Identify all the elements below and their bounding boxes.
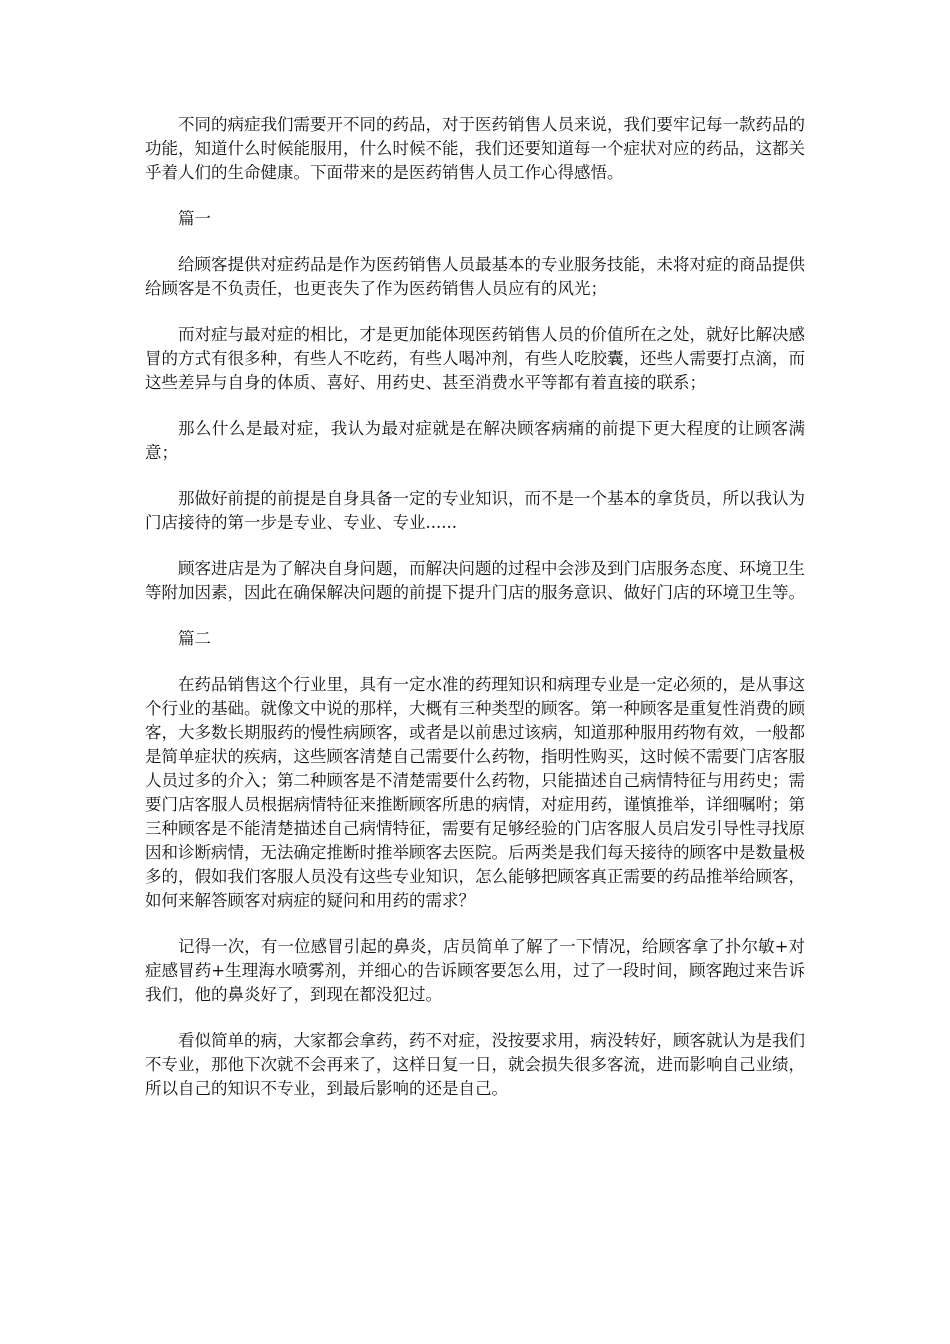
section-heading-two: 篇二 xyxy=(178,629,211,648)
paragraph: 那做好前提的前提是自身具备一定的专业知识，而不是一个基本的拿货员，所以我认为门店接待的第一步是专业、专业、专业...... xyxy=(145,489,805,532)
paragraph: 那么什么是最对症，我认为最对症就是在解决顾客病痛的前提下更大程度的让顾客满意； xyxy=(145,419,805,462)
paragraph: 给顾客提供对症药品是作为医药销售人员最基本的专业服务技能，未将对症的商品提供给顾客是不负责任，也更丧失了作为医药销售人员应有的风光； xyxy=(145,255,805,298)
document-body xyxy=(145,113,805,1123)
section-heading-one: 篇一 xyxy=(178,209,211,228)
intro-paragraph: 不同的病症我们需要开不同的药品，对于医药销售人员来说，我们要牢记每一款药品的功能，知道什么时候能服用，什么时候不能，我们还要知道每一个症状对应的药品，这都关乎着人们的生命健康。下面带来的是医药销售人员工作心得感悟。 xyxy=(145,115,805,182)
paragraph: 看似简单的病，大家都会拿药，药不对症，没按要求用，病没转好，顾客就认为是我们不专业，那他下次就不会再来了，这样日复一日，就会损失很多客流，进而影响自己业绩，所以自己的知识不专业，到最后影响的还是自己。 xyxy=(145,1031,805,1098)
paragraph: 在药品销售这个行业里，具有一定水准的药理知识和病理专业是一定必须的，是从事这个行业的基础。就像文中说的那样，大概有三种类型的顾客。第一种顾客是重复性消费的顾客，大多数长期服药的慢性病顾客，或者是以前患过该病，知道那种服用药物有效，一般都是简单症状的疾病，这些顾客清楚自己需要什么药物，指明性购买，这时候不需要门店客服人员过多的介入；第二种顾客是不清楚需要什么药物，只能描述自己病情特征与用药史；需要门店客服人员根据病情特征来推断顾客所患的病情，对症用药，谨慎推举，详细嘱咐；第三种顾客是不能清楚描述自己病情特征，需要有足够经验的门店客服人员启发引导性寻找原因和诊断病情，无法确定推断时推举顾客去医院。后两类是我们每天接待的顾客中是数量极多的，假如我们客服人员没有这些专业知识，怎么能够把顾客真正需要的药品推举给顾客，如何来解答顾客对病症的疑问和用药的需求？ xyxy=(145,675,805,910)
paragraph: 记得一次，有一位感冒引起的鼻炎，店员简单了解了一下情况，给顾客拿了扑尔敏+对症感冒药+生理海水喷雾剂，并细心的告诉顾客要怎么用，过了一段时间，顾客跑过来告诉我们，他的鼻炎好了，到现在都没犯过。 xyxy=(145,937,805,1004)
paragraph: 顾客进店是为了解决自身问题，而解决问题的过程中会涉及到门店服务态度、环境卫生等附加因素，因此在确保解决问题的前提下提升门店的服务意识、做好门店的环境卫生等。 xyxy=(145,559,805,602)
paragraph: 而对症与最对症的相比，才是更加能体现医药销售人员的价值所在之处，就好比解决感冒的方式有很多种，有些人不吃药，有些人喝冲剂，有些人吃胶囊，还些人需要打点滴，而这些差异与自身的体质、喜好、用药史、甚至消费水平等都有着直接的联系； xyxy=(145,325,805,392)
